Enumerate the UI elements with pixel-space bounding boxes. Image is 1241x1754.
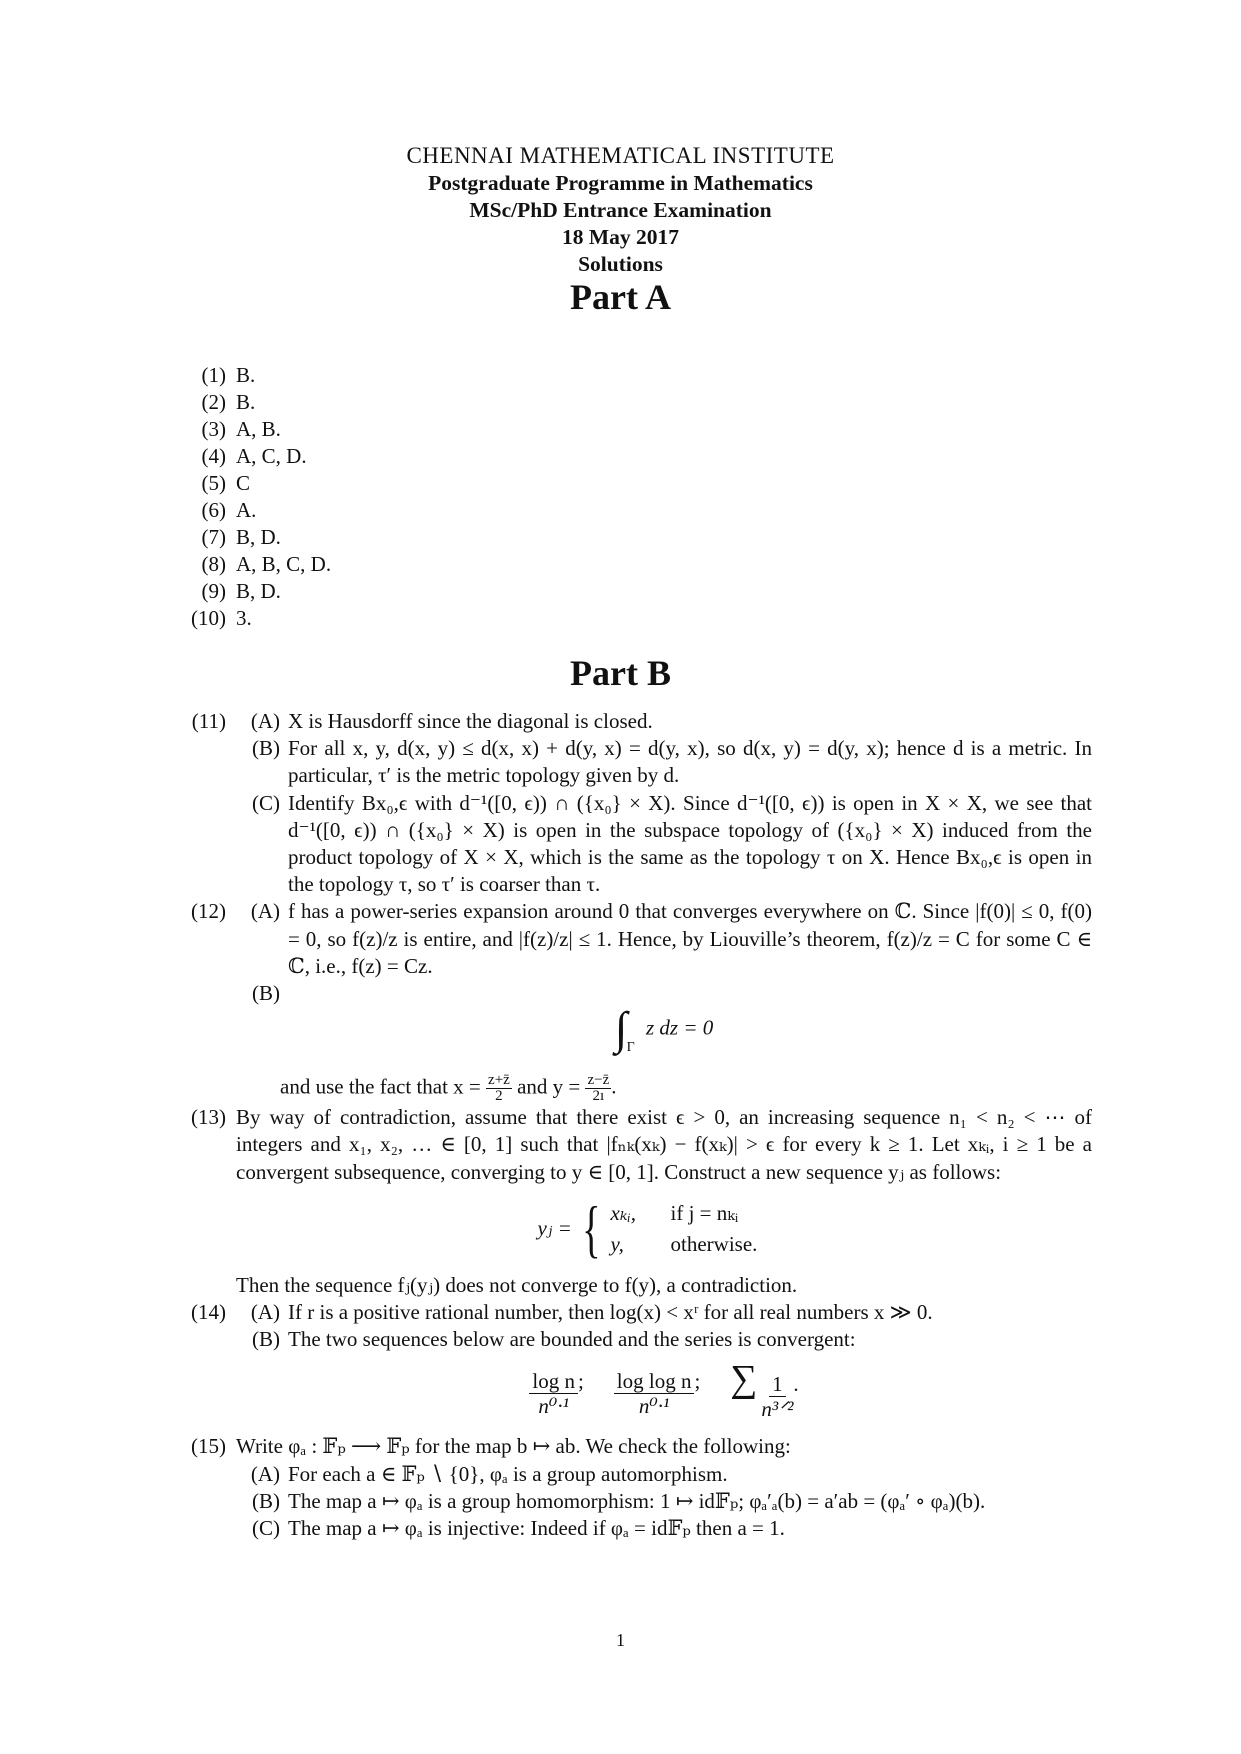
q13-text: By way of contradiction, assume that there exist ϵ > 0, an increasing sequence n₁ < n₂ < ⋯ of integers and x₁, x₂, … ∈ [0, 1] such that |fₙₖ(xₖ) − f(xₖ)| > ϵ for every k ≥ 1. Let xₖᵢ, i ≥ 1 be a convergent subsequence, converging to y ∈ [0, 1]. Construct a new sequence yⱼ as follows:: [236, 1105, 1092, 1184]
answer-row: (5) C: [201, 471, 251, 495]
answer-row: (4) A, C, D.: [201, 444, 307, 468]
q11-part-b: For all x, y, d(x, y) ≤ d(x, x) + d(y, x) = d(y, x), so d(x, y) = d(y, x); hence d is a metric. In particular, τ′ is the metric topology given by d.: [288, 736, 1092, 788]
q15-part-b: The map a ↦ φₐ is a group homomorphism: 1 ↦ id𝔽ₚ; φₐ′ₐ(b) = a′ab = (φₐ′ ∘ φₐ)(b).: [288, 1488, 986, 1513]
programme-name: Postgraduate Programme in Mathematics: [428, 171, 813, 195]
answer-row: (2) B.: [201, 390, 256, 414]
question-11: (11) (A) X is Hausdorff since the diagonal is closed. (B) For all x, y, d(x, y) ≤ d(x, x) + d(y, x) = d(y, x), so d(x, y) = d(y, x); hence d is a metric. In particular, τ′ is the metric topology given by d. (C) Identify Bx₀,ϵ with d⁻¹([0, ϵ)) ∩ ({x₀} × X). Since d⁻¹([0, ϵ)) is open in X × X, we see that d⁻¹([0, ϵ)) ∩ ({x₀} × X) is open in the subspace topology of ({x₀} × X) induced from the product topology of X × X, which is the same as the topology τ on X. Hence Bx₀,ϵ is open in the topology τ, so τ′ is coarser than τ.: [174, 708, 1092, 898]
q11-part-c: Identify Bx₀,ϵ with d⁻¹([0, ϵ)) ∩ ({x₀} × X). Since d⁻¹([0, ϵ)) is open in X × X, we see that d⁻¹([0, ϵ)) ∩ ({x₀} × X) is open in the subspace topology of ({x₀} × X) induced from the product topology of X × X, which is the same as the topology τ on X. Hence Bx₀,ϵ is open in the topology τ, so τ′ is coarser than τ.: [288, 790, 1092, 897]
q12-part-a: f has a power-series expansion around 0 that converges everywhere on ℂ. Since |f(0)| ≤ 0, f(0) = 0, so f(z)/z is entire, and |f(z)/z| ≤ 1. Hence, by Liouville’s theorem, f(z)/z = C for some C ∈ ℂ, i.e., f(z) = Cz.: [288, 899, 1092, 978]
q14-part-a: If r is a positive rational number, then log(x) < xʳ for all real numbers x ≫ 0.: [288, 1300, 933, 1325]
integral-expression: z dz = 0: [645, 1015, 714, 1040]
exam-name: MSc/PhD Entrance Examination: [469, 198, 772, 222]
q11-part-a: X is Hausdorff since the diagonal is closed.: [288, 709, 653, 733]
answer-row: (6) A.: [201, 498, 257, 522]
document-header: [0, 142, 1241, 278]
part-b-title: Part B: [570, 653, 671, 693]
question-number: (15): [191, 1434, 226, 1459]
question-number: (12): [191, 899, 226, 924]
question-13: [174, 1104, 1092, 1299]
sum-symbol: ∑: [730, 1357, 758, 1400]
q15-part-a: For each a ∈ 𝔽ₚ ∖ {0}, φₐ is a group automorphism.: [288, 1461, 728, 1486]
page-number: 1: [616, 1630, 625, 1650]
piecewise-definition: yⱼ = { xₖᵢ, if j = nₖᵢ y, otherwise.: [537, 1192, 758, 1264]
question-12: (12) (A) f has a power-series expansion around 0 that converges everywhere on ℂ. Since |f(0)| ≤ 0, f(0) = 0, so f(z)/z is entire, and |f(z)/z| ≤ 1. Hence, by Liouville’s theorem, f(z)/z = C for some C ∈ ℂ, i.e., f(z) = Cz. (B) ∫ $_\Gamma$ z dz = 0 and use the fact that x = $\frac{z+z̄}{2}$ and y = $\frac{z-z̄}{2ı}$ .: [174, 898, 1092, 1104]
question-number: (13): [191, 1105, 226, 1130]
answer-row: (10) 3.: [191, 606, 252, 630]
fraction: $\frac{z+z̄}{2}$: [488, 1072, 510, 1105]
answer-row: (1) B.: [201, 363, 256, 387]
fraction: $\frac{\text{log log n}}{\text{n⁰·¹}}$: [614, 1369, 695, 1418]
question-number: (11): [191, 709, 226, 733]
exam-date: 18 May 2017: [561, 225, 680, 249]
part-a-title: Part A: [570, 277, 671, 317]
part-b-body: [174, 708, 1092, 1542]
answer-row: (8) A, B, C, D.: [201, 552, 332, 576]
question-number: (14): [191, 1300, 226, 1325]
q15-intro: Write φₐ : 𝔽ₚ ⟶ 𝔽ₚ for the map b ↦ ab. We check the following:: [236, 1434, 791, 1459]
integral-subscript: Γ: [626, 1040, 635, 1056]
contour-integral: ∫ $_\Gamma$ z dz = 0: [614, 1002, 714, 1056]
document-kind: Solutions: [578, 252, 663, 276]
institute-name: CHENNAI MATHEMATICAL INSTITUTE: [406, 143, 835, 168]
question-14: (14) (A) If r is a positive rational number, then log(x) < xʳ for all real numbers x ≫ 0. (B) The two sequences below are bounded and the series is convergent: $\frac{\text{log n}}{\text{n⁰·¹}}$ ; $\frac{\text{log log n}}{\text{n⁰·¹}}$ ; ∑ 1 n³ᐟ² .: [174, 1299, 1092, 1433]
q15-part-c: The map a ↦ φₐ is injective: Indeed if φₐ = id𝔽ₚ then a = 1.: [288, 1516, 785, 1541]
answer-row: (3) A, B.: [201, 417, 281, 441]
q12-part-b-tail: and use the fact that x = $\frac{z+z̄}{2}$ and y = $\frac{z-z̄}{2ı}$ .: [280, 1072, 617, 1105]
fraction: $\frac{z-z̄}{2ı}$: [587, 1072, 610, 1105]
answer-row: (9) B, D.: [201, 579, 281, 603]
q14-part-b: The two sequences below are bounded and the series is convergent:: [288, 1327, 856, 1352]
question-15: (15) Write φₐ : 𝔽ₚ ⟶ 𝔽ₚ for the map b ↦ ab. We check the following: (A) For each a ∈ 𝔽ₚ ∖ {0}, φₐ is a group automorphism. (B) The map a ↦ φₐ is a group homomorphism: 1 ↦ id𝔽ₚ; φₐ′ₐ(b) = a′ab = (φₐ′ ∘ φₐ)(b). (C) The map a ↦ φₐ is injective: Indeed if φₐ = id𝔽ₚ then a = 1.: [174, 1433, 1092, 1542]
q13-conclusion: Then the sequence fⱼ(yⱼ) does not converge to f(y), a contradiction.: [236, 1272, 798, 1297]
answer-row: (7) B, D.: [201, 525, 281, 549]
fraction: $\frac{\text{log n}}{\text{n⁰·¹}}$: [529, 1369, 578, 1418]
fraction: 1 n³ᐟ²: [761, 1371, 794, 1421]
sequences-display: $\frac{\text{log n}}{\text{n⁰·¹}}$ ; $\frac{\text{log log n}}{\text{n⁰·¹}}$ ; ∑ 1 n³ᐟ² .: [236, 1361, 1092, 1425]
part-a-answers: [174, 362, 331, 632]
